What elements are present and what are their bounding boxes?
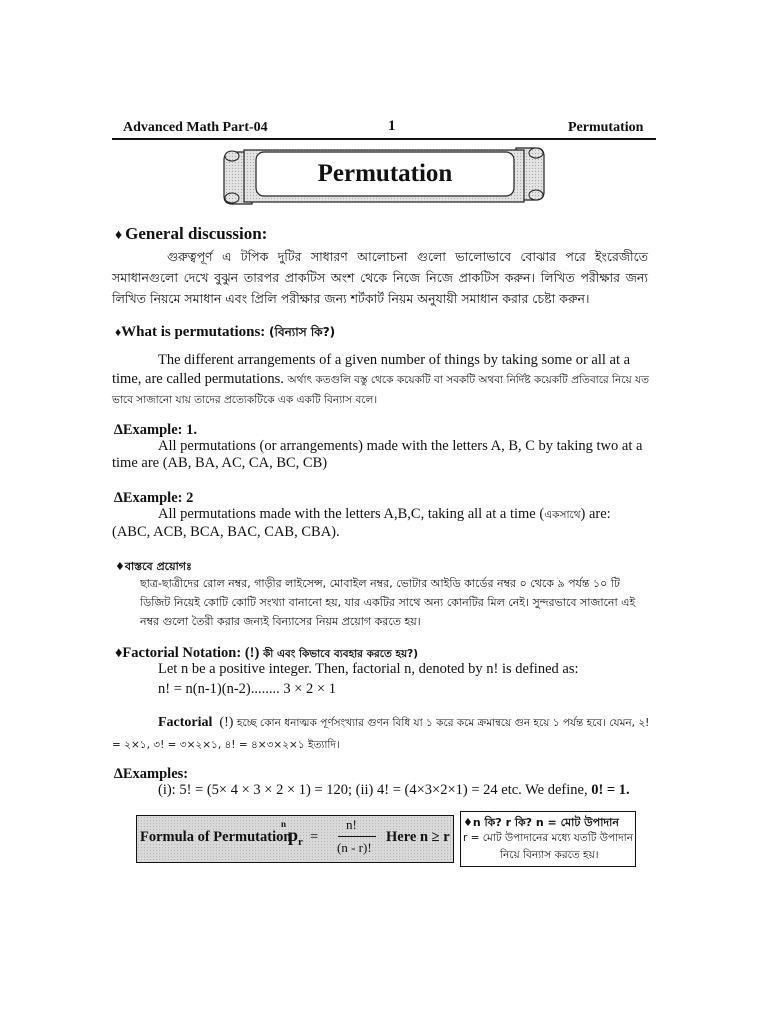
formula-condition: Here n ≥ r (386, 829, 450, 845)
factorial-heading-text: ♦Factorial Notation: (!) (115, 645, 260, 661)
example-2-text-2: ) are: (580, 506, 611, 522)
examples-body (158, 782, 630, 799)
examples-text: (i): 5! = (5× 4 × 3 × 2 × 1) = 120; (ii) 4! = (4×3×2×1) = 24 etc. We define, (158, 782, 592, 798)
header-right-title: Permutation (568, 120, 644, 135)
factorial-definition-line: Let n be a positive integer. Then, factorial n, denoted by n! is defined as: (158, 661, 579, 677)
application-heading: ♦বাস্তবে প্রয়োগঃ (115, 560, 192, 573)
formula-r-subscript: r (298, 836, 303, 848)
example-1-heading: ∆Example: 1. (114, 422, 197, 438)
page-number: 1 (388, 118, 396, 134)
formula-denominator: (n - r)! (337, 840, 372, 855)
diamond-bullet-icon: ♦ (115, 325, 122, 339)
formula-numerator: n! (346, 817, 357, 832)
general-discussion-body (112, 246, 648, 309)
formula-p-symbol: p (288, 825, 299, 845)
what-is-permutations-heading (115, 324, 335, 344)
example-2-heading: ∆Example: 2 (114, 490, 194, 506)
note-line-2: r = মোট উপাদানের মধ্যে যতটি উপাদান (463, 832, 633, 844)
definition-bn-text: অর্থাৎ কতগুলি বস্তু থেকে কয়েকটি বা সবকটি অথবা নির্দিষ্ট কয়েকটি প্রতিবারে নিয়ে যত ভাবে সাজানো যায় তাদের প্রত্যেকটিকে এক একটি বিন্যাস বলে। (112, 374, 649, 406)
factorial-explanation (112, 712, 658, 756)
factorial-heading-bn: কী এবং কিভাবে ব্যবহার করতে হয়?) (262, 648, 419, 660)
example-1-body (112, 438, 660, 472)
what-is-heading-bn: (বিন্যাস কি?) (269, 325, 336, 339)
note-line-3: নিয়ে বিন্যাস করতে হয়। (500, 849, 599, 861)
general-discussion-heading-text: General discussion: (125, 224, 268, 243)
formula-label: Formula of Permutation (140, 829, 292, 845)
example-2-text-3: (ABC, ACB, BCA, BAC, CAB, CBA). (112, 524, 340, 540)
example-2-text-1: All permutations made with the letters A,B,C, taking all at a time ( (158, 506, 545, 522)
factorial-label: Factorial (158, 715, 213, 730)
factorial-formula-line: n! = n(n-1)(n-2)........ 3 × 2 × 1 (158, 681, 336, 697)
what-is-heading-text: What is permutations: (121, 324, 266, 340)
formula-equals: = (310, 829, 319, 845)
example-2-bn: একসাথে (544, 509, 581, 521)
examples-heading: ∆Examples: (114, 766, 189, 782)
general-discussion-heading (115, 224, 267, 244)
formula-n-superscript: n (281, 819, 287, 829)
example-1-text: All permutations (or arrangements) made with the letters A, B, C by taking two at a time are (AB, BA, AC, CA, BC, CB) (112, 438, 643, 471)
formula-fraction-bar (338, 836, 376, 837)
what-is-permutations-body (112, 351, 652, 410)
header-left-title: Advanced Math Part-04 (123, 120, 268, 135)
diamond-bullet-icon: ♦ (115, 228, 123, 243)
application-body: ছাত্র-ছাত্রীদের রোল নম্বর, গাড়ীর লাইসেন্স, মোবাইল নম্বর, ভোটার আইডি কার্ডের নম্বর ০ থেকে ৯ পর্যন্ত ১০ টি ডিজিট নিয়েই কোটি কোটি সংখ্যা বানানো হয়, যার একটির সাথে অন্য কোনটির মিল নেই। সুন্দরভাবে সাজানো এই নম্বর গুলো তৈরী করার জন্যই বিন্যাসের নিয়ম প্রয়োগ করতে হয়। (140, 577, 636, 628)
definition-text: The different arrangements of a given number of things by taking some or all at a time, are called permutations. (112, 352, 631, 387)
factorial-symbol: (!) (219, 715, 234, 730)
example-2-body (112, 506, 660, 541)
header-rule (112, 138, 656, 140)
factorial-explanation-bn: হচ্ছে কোন ধনাত্মক পূর্ণসংখ্যার গুণন বিধি যা ১ করে কমে ক্রমান্বয়ে গুন হয়ে ১ পর্যন্ত হবে। যেমন, ২! = ২×১, ৩! = ৩×২×১, ৪! = ৪×৩×২×১ ইত্যাদি। (112, 717, 650, 751)
zero-factorial-definition: 0! = 1. (591, 782, 630, 798)
banner-title: Permutation (317, 160, 453, 187)
general-discussion-text: গুরুত্বপূর্ণ এ টপিক দুটির সাধারণ আলোচনা গুলো ভালোভাবে বোঝার পরে ইংরেজীতে সমাধানগুলো দেখে বুঝুন তারপর প্রাকটিস অংশ থেকে নিজে নিজে প্রাকটিস করুন। লিখিত পরীক্ষার জন্য লিখিত নিয়মে সমাধান এবং প্রিলি পরীক্ষার জন্য শর্টকার্ট নিয়ম অনুযায়ী সমাধান করার চেষ্টা করুন। (112, 249, 648, 306)
note-line-1: ♦n কি? r কি? n = মোট উপাদান (463, 816, 619, 829)
